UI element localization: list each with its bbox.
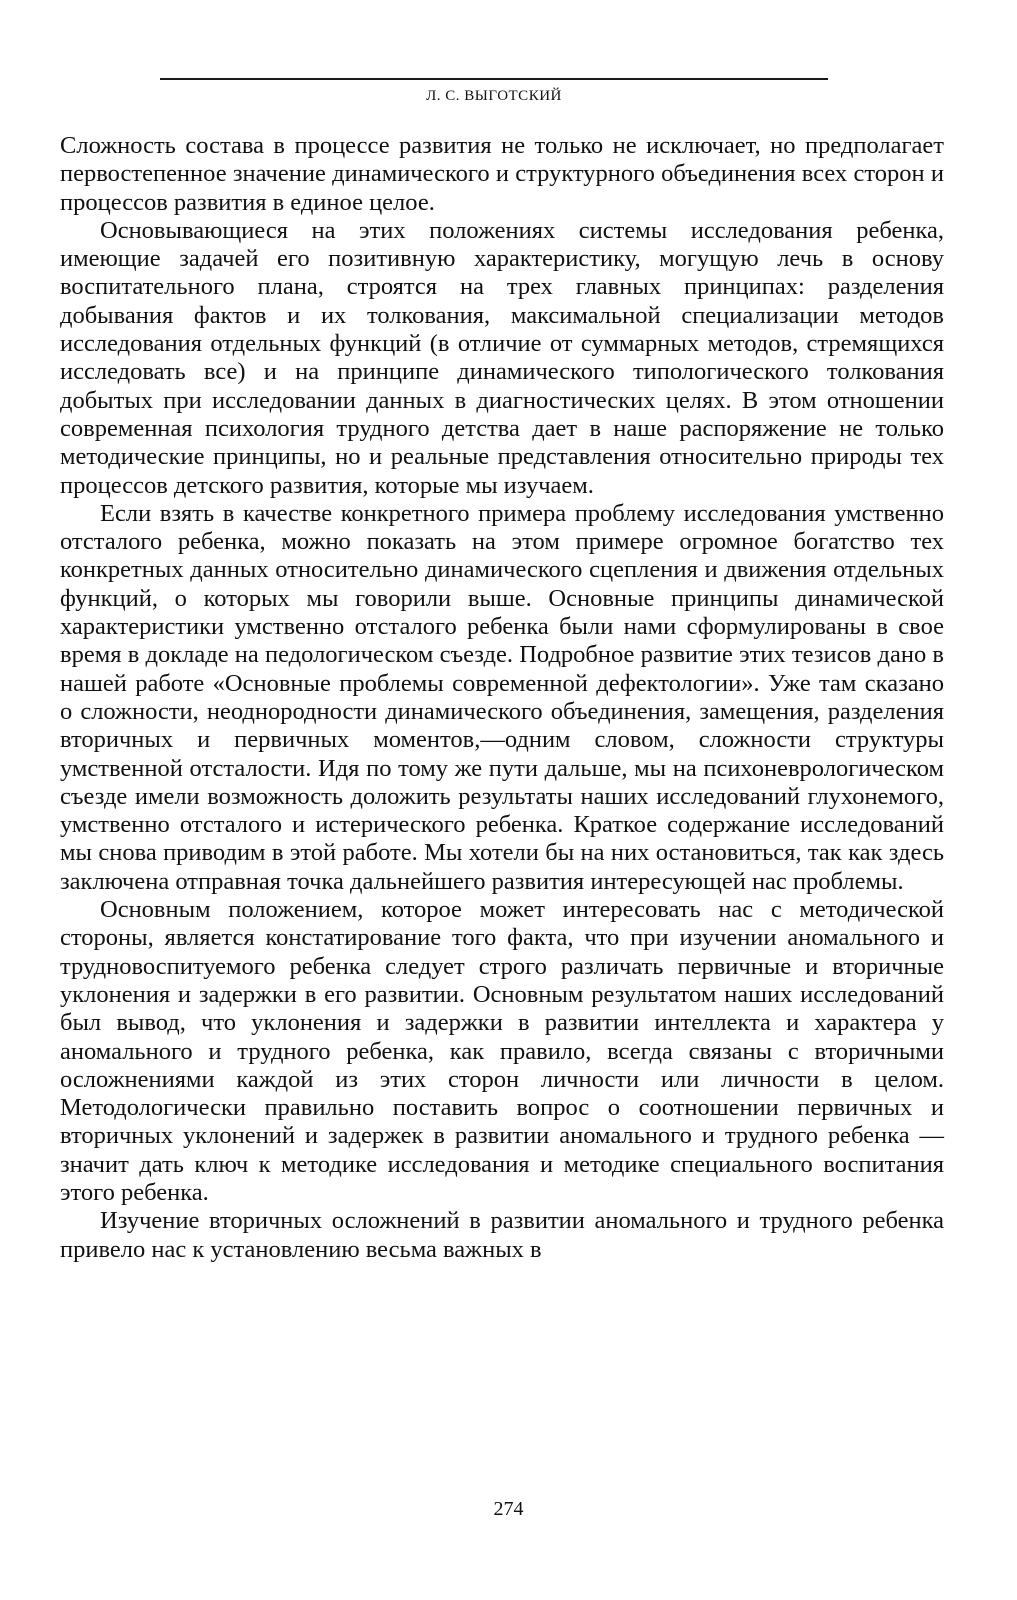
paragraph-5: Изучение вторичных осложнений в развитии аномального и трудного ребенка привело нас к установлению весьма важных в xyxy=(60,1207,944,1263)
paragraph-3: Если взять в качестве конкретного примера проблему исследования умственно отсталого ребенка, можно показать на этом примере огромное богатство тех конкретных данных относительно динамического сцепления и движения отдельных функций, о которых мы говорили выше. Основные принципы динамической характеристики умственно отсталого ребенка были нами сформулированы в свое время в докладе на педологическом съезде. Подробное развитие этих тезисов дано в нашей работе «Основные проблемы современной дефектологии». Уже там сказано о сложности, неоднородности динамического объединения, замещения, разделения вторичных и первичных моментов,—одним словом, сложности структуры умственной отсталости. Идя по тому же пути дальше, мы на психоневрологическом съезде имели возможность доложить результаты наших исследований глухонемого, умственно отсталого и истерического ребенка. Краткое содержание исследований мы снова приводим в этой работе. Мы хотели бы на них остановиться, так как здесь заключена отправная точка дальнейшего развития интересующей нас проблемы. xyxy=(60,499,944,895)
paragraph-2: Основывающиеся на этих положениях системы исследования ребенка, имеющие задачей его позитивную характеристику, могущую лечь в основу воспитательного плана, строятся на трех главных принципах: разделения добывания фактов и их толкования, максимальной специализации методов исследования отдельных функций (в отличие от суммарных методов, стремящихся исследовать все) и на принципе динамического типологического толкования добытых при исследовании данных в диагностических целях. В этом отношении современная психология трудного детства дает в наше распоряжение не только методические принципы, но и реальные представления относительно природы тех процессов детского развития, которые мы изучаем. xyxy=(60,216,944,499)
page-number: 274 xyxy=(493,1498,524,1520)
paragraph-1: Сложность состава в процессе развития не только не исключает, но предполагает первостепенное значение динамического и структурного объединения всех сторон и процессов развития в единое целое. xyxy=(60,132,944,216)
running-head: Л. С. ВЫГОТСКИЙ xyxy=(160,78,828,105)
paragraph-4: Основным положением, которое может интересовать нас с методической стороны, является констатирование того факта, что при изучении аномального и трудновоспитуемого ребенка следует строго различать первичные и вторичные уклонения и задержки в его развитии. Основным результатом наших исследований был вывод, что уклонения и задержки в развитии интеллекта и характера у аномального и трудного ребенка, как правило, всегда связаны с вторичными осложнениями каждой из этих сторон личности или личности в целом. Методологически правильно поставить вопрос о соотношении первичных и вторичных уклонений и задержек в развитии аномального и трудного ребенка — значит дать ключ к методике исследования и методике специального воспитания этого ребенка. xyxy=(60,896,944,1206)
page-body-text xyxy=(60,132,944,1264)
